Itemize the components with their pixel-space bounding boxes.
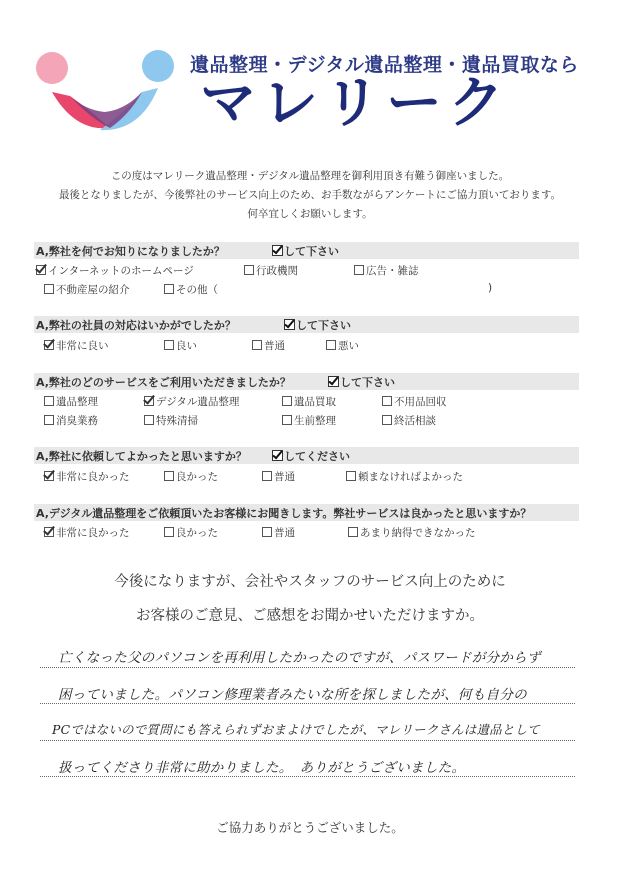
q4-option-normal[interactable]: 普通 — [262, 469, 295, 484]
closing-thanks: ご協力ありがとうございました。 — [216, 820, 404, 835]
question-2-instruction: して下さい — [284, 317, 351, 333]
checkbox-icon[interactable] — [382, 415, 392, 425]
intro-line-3: 何卒宜しくお願いします。 — [247, 208, 373, 220]
checkbox-icon[interactable] — [44, 340, 54, 350]
q4-option-should-not[interactable]: 頼まなければよかった — [346, 469, 463, 484]
question-3-title: A,弊社のどのサービスをご利用いただきましたか？ — [36, 376, 291, 389]
checkbox-icon[interactable] — [354, 265, 364, 275]
check-icon — [272, 245, 283, 256]
checkbox-icon[interactable] — [326, 340, 336, 350]
question-3-header — [34, 373, 579, 390]
smile-logo-icon — [30, 40, 180, 140]
handwritten-line-4: 扱ってくださり非常に助かりました。 ありがとうございました。 — [58, 760, 466, 776]
checkbox-icon[interactable] — [164, 340, 174, 350]
handwritten-line-1: 亡くなった父のパソコンを再利用したかったのですが、パスワードが分からず — [58, 650, 541, 666]
checkbox-icon[interactable] — [346, 471, 356, 481]
question-1-instruction: して下さい — [272, 243, 339, 259]
answer-rule — [40, 703, 575, 704]
check-icon — [328, 376, 339, 387]
checkbox-icon[interactable] — [44, 415, 54, 425]
checkbox-icon[interactable] — [164, 471, 174, 481]
q5-option-very-good[interactable]: 非常に良かった — [44, 525, 130, 540]
q1-option-internet[interactable]: インターネットのホームページ — [36, 263, 194, 278]
question-4-title: A,弊社に依頼してよかったと思いますか？ — [36, 450, 247, 463]
question-4-header — [34, 447, 579, 464]
answer-rule — [40, 776, 575, 777]
checkbox-icon[interactable] — [262, 471, 272, 481]
question-1-header — [34, 242, 579, 259]
q4-option-very-good[interactable]: 非常に良かった — [44, 469, 130, 484]
checkbox-icon[interactable] — [144, 396, 154, 406]
check-icon — [272, 450, 283, 461]
question-3-instruction: して下さい — [328, 374, 395, 390]
tagline: 遺品整理・デジタル遺品整理・遺品買取なら — [190, 54, 579, 76]
checkbox-icon[interactable] — [164, 527, 174, 537]
question-5-header — [34, 504, 579, 521]
checkbox-icon[interactable] — [44, 527, 54, 537]
checkbox-icon[interactable] — [36, 265, 46, 275]
q2-option-normal[interactable]: 普通 — [252, 338, 285, 353]
q3-option-shukatsu[interactable]: 終活相談 — [382, 413, 436, 428]
q1-option-other[interactable]: その他（ — [164, 282, 218, 297]
q1-option-advert[interactable]: 広告・雑誌 — [354, 263, 419, 278]
handwritten-line-3: PCではないので質問にも答えられずおまよけでしたが、マレリークさんは遺品として — [52, 722, 540, 737]
checkbox-icon[interactable] — [164, 284, 174, 294]
q3-option-shoushu[interactable]: 消臭業務 — [44, 413, 98, 428]
q3-option-ihin-seiri[interactable]: 遺品整理 — [44, 394, 98, 409]
q3-option-digital-ihin[interactable]: デジタル遺品整理 — [144, 394, 239, 409]
checkbox-icon[interactable] — [348, 527, 358, 537]
q3-option-tokushu[interactable]: 特殊清掃 — [144, 413, 198, 428]
q2-option-very-good[interactable]: 非常に良い — [44, 338, 109, 353]
checkbox-icon[interactable] — [282, 396, 292, 406]
q3-option-seizen[interactable]: 生前整理 — [282, 413, 336, 428]
comment-prompt-2: お客様のご意見、ご感想をお聞かせいただけますか。 — [136, 608, 484, 624]
q5-option-not-satisfied[interactable]: あまり納得できなかった — [348, 525, 476, 540]
q1-option-realestate[interactable]: 不動産屋の紹介 — [44, 282, 130, 297]
q2-option-good[interactable]: 良い — [164, 338, 197, 353]
answer-rule — [40, 740, 575, 741]
brand-name: マレリーク — [200, 71, 510, 136]
intro-line-2: 最後となりましたが、今後弊社のサービス向上のため、お手数ながらアンケートにご協力頂いております。 — [58, 189, 562, 201]
q2-option-bad[interactable]: 悪い — [326, 338, 359, 353]
question-1-title: A,弊社を何でお知りになりましたか？ — [36, 245, 225, 258]
checkbox-icon[interactable] — [252, 340, 262, 350]
question-2-header — [34, 316, 579, 333]
checkbox-icon[interactable] — [144, 415, 154, 425]
comment-prompt-1: 今後になりますが、会社やスタッフのサービス向上のために — [114, 574, 506, 590]
q1-option-government[interactable]: 行政機関 — [244, 263, 298, 278]
checkbox-icon[interactable] — [44, 284, 54, 294]
question-2-title: A,弊社の社員の対応はいかがでしたか？ — [36, 319, 236, 332]
checkbox-icon[interactable] — [44, 471, 54, 481]
check-icon — [284, 319, 295, 330]
question-5-title: A,デジタル遺品整理をご依頼頂いたお客様にお聞きします。弊社サービスは良かったと思いますか？ — [36, 507, 532, 520]
intro-line-1: この度はマレリーク遺品整理・デジタル遺品整理を御利用頂き有難う御座いました。 — [110, 170, 510, 182]
handwritten-line-2: 困っていました。パソコン修理業者みたいな所を探しましたが、何も自分の — [58, 687, 527, 703]
q5-option-good[interactable]: 良かった — [164, 525, 218, 540]
q3-option-ihin-kaitori[interactable]: 遺品買取 — [282, 394, 336, 409]
checkbox-icon[interactable] — [382, 396, 392, 406]
answer-rule — [40, 667, 575, 668]
checkbox-icon[interactable] — [262, 527, 272, 537]
checkbox-icon[interactable] — [44, 396, 54, 406]
question-4-instruction: してください — [272, 448, 350, 464]
q3-option-fuyouhin[interactable]: 不用品回収 — [382, 394, 447, 409]
q5-option-normal[interactable]: 普通 — [262, 525, 295, 540]
q1-other-close-paren: ) — [488, 282, 493, 294]
checkbox-icon[interactable] — [244, 265, 254, 275]
checkbox-icon[interactable] — [282, 415, 292, 425]
q4-option-good[interactable]: 良かった — [164, 469, 218, 484]
